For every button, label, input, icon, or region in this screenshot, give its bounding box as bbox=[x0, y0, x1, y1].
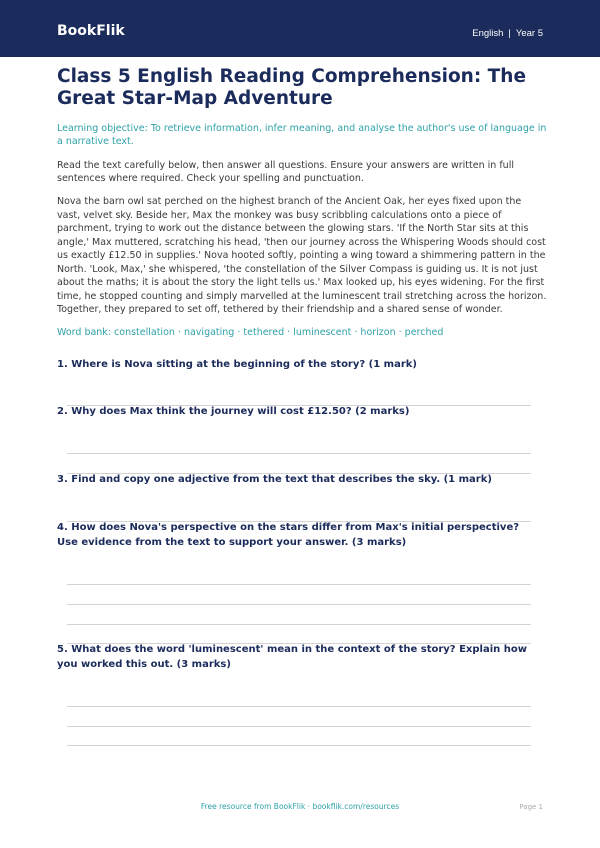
question-5: 5. What does the word 'luminescent' mean in the context of the story? Explain how you worked this out. (3 marks) bbox=[57, 644, 527, 670]
header-meta bbox=[472, 28, 543, 39]
learning-objective: Learning objective: To retrieve information, infer meaning, and analyse the author's use of language in a narrative text. bbox=[57, 123, 547, 147]
subject-label: English bbox=[472, 28, 504, 39]
page-header bbox=[0, 0, 600, 57]
answer-line[interactable] bbox=[67, 453, 531, 454]
word-bank: Word bank: constellation · navigating · tethered · luminescent · horizon · perched bbox=[57, 327, 444, 338]
answer-line[interactable] bbox=[67, 604, 531, 605]
answer-line[interactable] bbox=[67, 706, 531, 707]
answer-line[interactable] bbox=[67, 584, 531, 585]
question-4: 4. How does Nova's perspective on the stars differ from Max's initial perspective? Use evidence from the text to support your answer. (3 marks) bbox=[57, 522, 520, 548]
instructions: Read the text carefully below, then answer all questions. Ensure your answers are written in full sentences where required. Check your spelling and punctuation. bbox=[57, 160, 514, 184]
answer-line[interactable] bbox=[67, 745, 531, 746]
answer-line[interactable] bbox=[67, 726, 531, 727]
reading-passage: Nova the barn owl sat perched on the highest branch of the Ancient Oak, her eyes fixed upon the vast, velvet sky. Beside her, Max the monkey was busy scribbling calculations onto a piece of parchment, trying to work out the distance between the glowing stars. 'If the North Star sits at this angle,' Max muttered, scratching his head, 'then our journey across the Whispering Woods should cost us exactly £12.50 in supplies.' Nova hooted softly, pointing a wing toward a shimmering pattern in the North. 'Look, Max,' she whispered, 'the constellation of the Silver Compass is guiding us. It is not just about the maths; it is about the story the light tells us.' Max looked up, his eyes widening. For the first time, he stopped counting and simply marvelled at the luminescent trail stretching across the horizon. Together, they prepared to set off, tethered by their friendship and a shared sense of wonder. bbox=[57, 196, 547, 315]
question-1: 1. Where is Nova sitting at the beginning of the story? (1 mark) bbox=[57, 359, 417, 370]
page-number: Page 1 bbox=[519, 803, 543, 811]
question-2: 2. Why does Max think the journey will cost £12.50? (2 marks) bbox=[57, 406, 410, 417]
question-3: 3. Find and copy one adjective from the text that describes the sky. (1 mark) bbox=[57, 474, 492, 485]
footer-resource-link[interactable]: Free resource from BookFlik · bookflik.com/resources bbox=[200, 802, 400, 811]
page-title: Class 5 English Reading Comprehension: The Great Star-Map Adventure bbox=[57, 66, 527, 109]
brand-logo[interactable]: BookFlik bbox=[57, 23, 125, 39]
meta-separator: | bbox=[508, 28, 511, 39]
answer-line[interactable] bbox=[67, 624, 531, 625]
year-label: Year 5 bbox=[515, 28, 543, 39]
